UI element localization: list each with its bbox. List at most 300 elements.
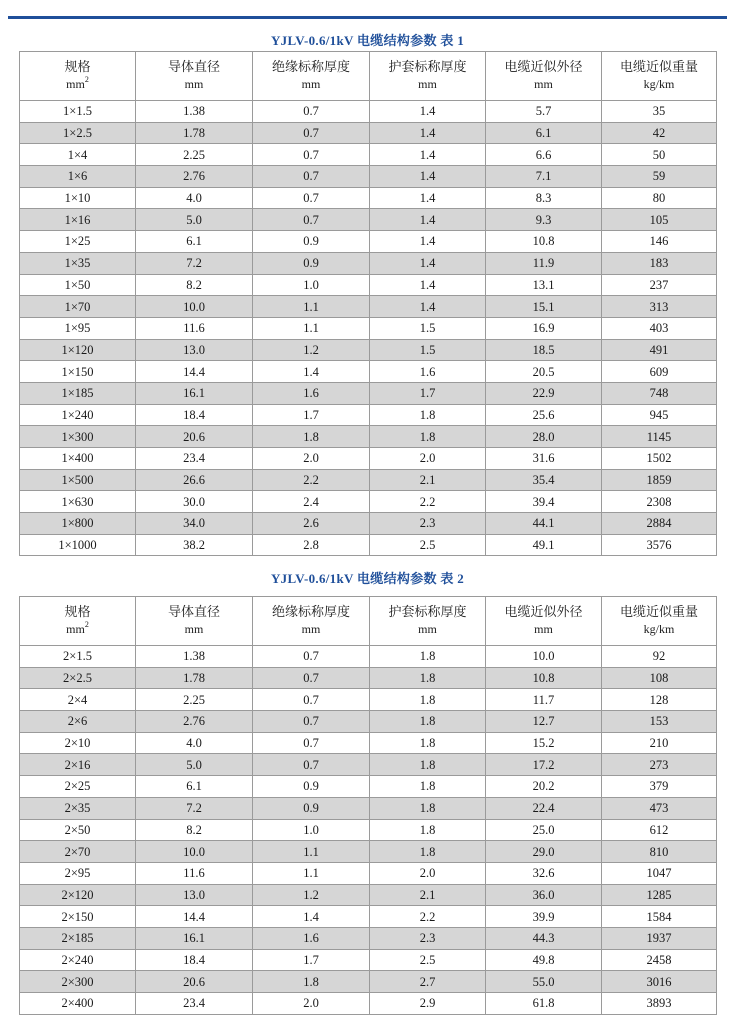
table-cell: 4.0	[136, 187, 253, 209]
table-cell: 2×35	[20, 797, 136, 819]
table-row	[20, 689, 717, 711]
header-cell-sheath-thickness	[370, 597, 486, 646]
table-row	[20, 209, 717, 231]
table-cell: 7.2	[136, 252, 253, 274]
table-cell: 128	[602, 689, 717, 711]
table-cell: 2×50	[20, 819, 136, 841]
table-cell: 1×400	[20, 448, 136, 470]
table-cell: 22.4	[486, 797, 602, 819]
table-cell: 609	[602, 361, 717, 383]
table-cell: 10.0	[136, 296, 253, 318]
header-row	[20, 52, 717, 101]
table-1-header	[20, 52, 717, 101]
table-cell: 1502	[602, 448, 717, 470]
table-cell: 11.6	[136, 862, 253, 884]
table-cell: 945	[602, 404, 717, 426]
table-cell: 22.9	[486, 382, 602, 404]
table-cell: 13.1	[486, 274, 602, 296]
table-cell: 2×6	[20, 711, 136, 733]
header-label: 绝缘标称厚度	[271, 605, 350, 620]
table-cell: 1.4	[370, 122, 486, 144]
table-cell: 2.25	[136, 689, 253, 711]
table-cell: 8.3	[486, 187, 602, 209]
table-cell: 1×240	[20, 404, 136, 426]
table-cell: 2×70	[20, 841, 136, 863]
table-cell: 1.78	[136, 122, 253, 144]
table-cell: 1.6	[253, 927, 370, 949]
table-cell: 1×10	[20, 187, 136, 209]
table-row	[20, 252, 717, 274]
table-2-caption: YJLV-0.6/1kV 电缆结构参数 表 2	[270, 571, 464, 586]
table-row	[20, 667, 717, 689]
table-cell: 1×35	[20, 252, 136, 274]
table-cell: 28.0	[486, 426, 602, 448]
table-row	[20, 534, 717, 556]
header-label: 导体直径	[167, 60, 220, 75]
table-cell: 55.0	[486, 971, 602, 993]
table-cell: 31.6	[486, 448, 602, 470]
table-row	[20, 122, 717, 144]
table-cell: 0.9	[253, 797, 370, 819]
table-cell: 92	[602, 646, 717, 668]
table-cell: 403	[602, 317, 717, 339]
table-cell: 18.4	[136, 949, 253, 971]
table-cell: 44.1	[486, 513, 602, 535]
table-cell: 30.0	[136, 491, 253, 513]
header-cell-outer-diameter	[486, 52, 602, 101]
table-cell: 0.7	[253, 732, 370, 754]
table-row	[20, 797, 717, 819]
table-cell: 0.9	[253, 252, 370, 274]
table-cell: 1.4	[370, 187, 486, 209]
table-cell: 42	[602, 122, 717, 144]
table-cell: 2.9	[370, 993, 486, 1015]
table-cell: 0.7	[253, 101, 370, 123]
table-cell: 1.2	[253, 884, 370, 906]
table-row	[20, 187, 717, 209]
table-row	[20, 317, 717, 339]
table-cell: 0.7	[253, 209, 370, 231]
table-cell: 2.3	[370, 513, 486, 535]
table-cell: 1.8	[370, 646, 486, 668]
table-cell: 12.7	[486, 711, 602, 733]
table-cell: 2×4	[20, 689, 136, 711]
table-cell: 1.1	[253, 841, 370, 863]
table-cell: 18.4	[136, 404, 253, 426]
header-cell-conductor-diameter	[136, 52, 253, 101]
header-cell-spec	[20, 52, 136, 101]
table-cell: 1.8	[370, 689, 486, 711]
table-cell: 1.6	[253, 382, 370, 404]
header-label: 护套标称厚度	[388, 60, 467, 75]
spec-table-2	[19, 596, 717, 1015]
table-cell: 10.8	[486, 667, 602, 689]
table-cell: 34.0	[136, 513, 253, 535]
table-cell: 1×185	[20, 382, 136, 404]
table-cell: 153	[602, 711, 717, 733]
top-rule	[8, 16, 727, 19]
table-cell: 2458	[602, 949, 717, 971]
table-cell: 0.9	[253, 776, 370, 798]
table-cell: 1×800	[20, 513, 136, 535]
table-cell: 14.4	[136, 906, 253, 928]
table-cell: 1.8	[370, 426, 486, 448]
table-row	[20, 513, 717, 535]
table-cell: 1.5	[370, 317, 486, 339]
table-cell: 0.7	[253, 166, 370, 188]
table-cell: 25.6	[486, 404, 602, 426]
table-cell: 2.6	[253, 513, 370, 535]
table-cell: 14.4	[136, 361, 253, 383]
table-cell: 1×50	[20, 274, 136, 296]
table-cell: 3016	[602, 971, 717, 993]
table-cell: 9.3	[486, 209, 602, 231]
table-2-body	[20, 646, 717, 1015]
table-cell: 1×16	[20, 209, 136, 231]
table-cell: 11.9	[486, 252, 602, 274]
table-cell: 2.3	[370, 927, 486, 949]
table-cell: 2.0	[370, 448, 486, 470]
table-cell: 2×300	[20, 971, 136, 993]
table-row	[20, 469, 717, 491]
table-cell: 2.76	[136, 166, 253, 188]
table-cell: 1937	[602, 927, 717, 949]
header-unit: mm	[301, 622, 321, 636]
table-cell: 1.8	[253, 426, 370, 448]
table-cell: 1.8	[370, 732, 486, 754]
table-cell: 8.2	[136, 819, 253, 841]
table-row	[20, 339, 717, 361]
table-cell: 1×4	[20, 144, 136, 166]
table-cell: 1×2.5	[20, 122, 136, 144]
header-unit: mm	[418, 622, 437, 636]
table-cell: 1.8	[370, 819, 486, 841]
header-unit: mm	[184, 77, 204, 91]
table-cell: 18.5	[486, 339, 602, 361]
table-row	[20, 448, 717, 470]
table-cell: 16.9	[486, 317, 602, 339]
table-cell: 20.6	[136, 426, 253, 448]
table-cell: 1×95	[20, 317, 136, 339]
table-row	[20, 404, 717, 426]
table-cell: 0.9	[253, 231, 370, 253]
header-label: 护套标称厚度	[388, 605, 467, 620]
table-cell: 273	[602, 754, 717, 776]
table-cell: 49.1	[486, 534, 602, 556]
table-cell: 2.1	[370, 469, 486, 491]
table-row	[20, 101, 717, 123]
table-cell: 8.2	[136, 274, 253, 296]
table-cell: 2.2	[253, 469, 370, 491]
table-cell: 1×25	[20, 231, 136, 253]
table-cell: 23.4	[136, 448, 253, 470]
table-2-header	[20, 597, 717, 646]
table-cell: 612	[602, 819, 717, 841]
table-cell: 2×2.5	[20, 667, 136, 689]
table-row	[20, 993, 717, 1015]
header-cell-sheath-thickness	[370, 52, 486, 101]
table-cell: 2×25	[20, 776, 136, 798]
table-cell: 2.25	[136, 144, 253, 166]
table-row	[20, 296, 717, 318]
table-cell: 379	[602, 776, 717, 798]
table-cell: 1×630	[20, 491, 136, 513]
table-cell: 1.4	[370, 144, 486, 166]
table-cell: 6.1	[136, 776, 253, 798]
table-row	[20, 776, 717, 798]
table-cell: 1.8	[253, 971, 370, 993]
table-cell: 39.4	[486, 491, 602, 513]
header-label: 电缆近似外径	[504, 605, 583, 620]
table-cell: 1×70	[20, 296, 136, 318]
table-cell: 2.0	[253, 448, 370, 470]
table-cell: 0.7	[253, 754, 370, 776]
header-cell-outer-diameter	[486, 597, 602, 646]
table-cell: 1145	[602, 426, 717, 448]
table-cell: 1.7	[253, 404, 370, 426]
table-cell: 1584	[602, 906, 717, 928]
table-cell: 2×400	[20, 993, 136, 1015]
table-cell: 2×240	[20, 949, 136, 971]
table-cell: 2.4	[253, 491, 370, 513]
table-cell: 1×150	[20, 361, 136, 383]
table-cell: 146	[602, 231, 717, 253]
table-cell: 16.1	[136, 382, 253, 404]
table-row	[20, 732, 717, 754]
header-cell-insulation-thickness	[253, 597, 370, 646]
table-cell: 183	[602, 252, 717, 274]
header-label: 电缆近似外径	[504, 60, 583, 75]
table-cell: 1.8	[370, 667, 486, 689]
table-1-caption: YJLV-0.6/1kV 电缆结构参数 表 1	[270, 33, 464, 48]
table-cell: 1.4	[253, 361, 370, 383]
header-row	[20, 597, 717, 646]
table-cell: 1.8	[370, 754, 486, 776]
table-cell: 2.7	[370, 971, 486, 993]
table-cell: 11.6	[136, 317, 253, 339]
header-unit: mm	[418, 77, 437, 91]
header-label: 规格	[64, 605, 91, 620]
table-cell: 1.38	[136, 101, 253, 123]
table-cell: 38.2	[136, 534, 253, 556]
header-unit: kg/km	[643, 77, 675, 91]
table-cell: 2×95	[20, 862, 136, 884]
table-cell: 2×16	[20, 754, 136, 776]
table-cell: 25.0	[486, 819, 602, 841]
table-cell: 2884	[602, 513, 717, 535]
table-row	[20, 906, 717, 928]
table-cell: 0.7	[253, 689, 370, 711]
table-cell: 39.9	[486, 906, 602, 928]
table-cell: 2308	[602, 491, 717, 513]
table-row	[20, 841, 717, 863]
table-cell: 6.1	[136, 231, 253, 253]
header-cell-insulation-thickness	[253, 52, 370, 101]
table-cell: 49.8	[486, 949, 602, 971]
table-cell: 1×120	[20, 339, 136, 361]
header-cell-weight	[602, 597, 717, 646]
table-cell: 1.4	[370, 274, 486, 296]
table-cell: 1.4	[370, 101, 486, 123]
table-row	[20, 144, 717, 166]
table-cell: 1.1	[253, 862, 370, 884]
table-row	[20, 274, 717, 296]
table-cell: 1.38	[136, 646, 253, 668]
table-cell: 2×120	[20, 884, 136, 906]
table-cell: 5.7	[486, 101, 602, 123]
table-cell: 2.5	[370, 534, 486, 556]
table-row	[20, 862, 717, 884]
table-cell: 1×500	[20, 469, 136, 491]
table-cell: 26.6	[136, 469, 253, 491]
table-cell: 1.8	[370, 404, 486, 426]
table-cell: 5.0	[136, 754, 253, 776]
table-row	[20, 971, 717, 993]
table-cell: 237	[602, 274, 717, 296]
table-cell: 1.0	[253, 819, 370, 841]
table-cell: 1×6	[20, 166, 136, 188]
table-cell: 0.7	[253, 711, 370, 733]
table-cell: 13.0	[136, 339, 253, 361]
table-cell: 313	[602, 296, 717, 318]
header-cell-weight	[602, 52, 717, 101]
table-cell: 1285	[602, 884, 717, 906]
table-cell: 491	[602, 339, 717, 361]
header-unit: kg/km	[643, 622, 675, 636]
table-cell: 20.5	[486, 361, 602, 383]
table-cell: 1×300	[20, 426, 136, 448]
table-cell: 1.78	[136, 667, 253, 689]
table-cell: 20.6	[136, 971, 253, 993]
table-cell: 0.7	[253, 122, 370, 144]
header-label: 绝缘标称厚度	[271, 60, 350, 75]
table-cell: 59	[602, 166, 717, 188]
table-cell: 1.5	[370, 339, 486, 361]
table-cell: 108	[602, 667, 717, 689]
table-cell: 6.1	[486, 122, 602, 144]
table-cell: 7.2	[136, 797, 253, 819]
table-cell: 2.76	[136, 711, 253, 733]
table-row	[20, 491, 717, 513]
table-cell: 50	[602, 144, 717, 166]
table-cell: 7.1	[486, 166, 602, 188]
table-cell: 15.1	[486, 296, 602, 318]
table-cell: 10.0	[136, 841, 253, 863]
table-row	[20, 382, 717, 404]
table-row	[20, 711, 717, 733]
header-unit: mm	[534, 77, 553, 91]
table-cell: 1.4	[370, 166, 486, 188]
table-row	[20, 426, 717, 448]
table-cell: 1.6	[370, 361, 486, 383]
table-cell: 1.4	[370, 296, 486, 318]
table-cell: 210	[602, 732, 717, 754]
spec-table-1	[19, 51, 717, 556]
table-cell: 44.3	[486, 927, 602, 949]
table-cell: 3576	[602, 534, 717, 556]
table-cell: 2×1.5	[20, 646, 136, 668]
table-cell: 61.8	[486, 993, 602, 1015]
table-cell: 2×150	[20, 906, 136, 928]
table-cell: 29.0	[486, 841, 602, 863]
header-unit: $mm^2$	[66, 75, 89, 91]
table-cell: 10.0	[486, 646, 602, 668]
table-cell: 2×10	[20, 732, 136, 754]
table-cell: 1.2	[253, 339, 370, 361]
table-cell: 1.4	[370, 252, 486, 274]
header-unit: mm	[534, 622, 553, 636]
table-cell: 1859	[602, 469, 717, 491]
table-row	[20, 819, 717, 841]
table-cell: 17.2	[486, 754, 602, 776]
header-unit: $mm^2$	[66, 620, 89, 636]
table-row	[20, 927, 717, 949]
table-row	[20, 166, 717, 188]
table-cell: 1.7	[370, 382, 486, 404]
table-cell: 0.7	[253, 667, 370, 689]
table-cell: 810	[602, 841, 717, 863]
table-row	[20, 884, 717, 906]
table-cell: 473	[602, 797, 717, 819]
table-row	[20, 646, 717, 668]
header-unit: mm	[184, 622, 204, 636]
table-cell: 0.7	[253, 144, 370, 166]
table-cell: 1.4	[253, 906, 370, 928]
table-cell: 20.2	[486, 776, 602, 798]
table-cell: 16.1	[136, 927, 253, 949]
table-cell: 13.0	[136, 884, 253, 906]
table-cell: 15.2	[486, 732, 602, 754]
table-cell: 35.4	[486, 469, 602, 491]
header-cell-spec	[20, 597, 136, 646]
table-row	[20, 754, 717, 776]
table-cell: 2.5	[370, 949, 486, 971]
table-1-body	[20, 101, 717, 556]
table-cell: 10.8	[486, 231, 602, 253]
table-row	[20, 949, 717, 971]
table-cell: 2.2	[370, 491, 486, 513]
table-row	[20, 361, 717, 383]
table-row	[20, 231, 717, 253]
table-cell: 1.8	[370, 711, 486, 733]
table-cell: 6.6	[486, 144, 602, 166]
table-cell: 2.8	[253, 534, 370, 556]
header-label: 电缆近似重量	[619, 605, 698, 620]
table-cell: 23.4	[136, 993, 253, 1015]
table-cell: 748	[602, 382, 717, 404]
header-label: 导体直径	[167, 605, 220, 620]
table-cell: 2×185	[20, 927, 136, 949]
table-cell: 1047	[602, 862, 717, 884]
table-cell: 2.1	[370, 884, 486, 906]
table-cell: 1.8	[370, 841, 486, 863]
table-cell: 35	[602, 101, 717, 123]
table-cell: 1.0	[253, 274, 370, 296]
table-cell: 32.6	[486, 862, 602, 884]
table-cell: 5.0	[136, 209, 253, 231]
table-cell: 0.7	[253, 646, 370, 668]
header-cell-conductor-diameter	[136, 597, 253, 646]
header-label: 规格	[64, 60, 91, 75]
table-cell: 1.8	[370, 776, 486, 798]
header-unit: mm	[301, 77, 321, 91]
table-cell: 2.0	[370, 862, 486, 884]
table-cell: 1.7	[253, 949, 370, 971]
header-label: 电缆近似重量	[619, 60, 698, 75]
table-cell: 80	[602, 187, 717, 209]
table-cell: 1.8	[370, 797, 486, 819]
table-cell: 4.0	[136, 732, 253, 754]
